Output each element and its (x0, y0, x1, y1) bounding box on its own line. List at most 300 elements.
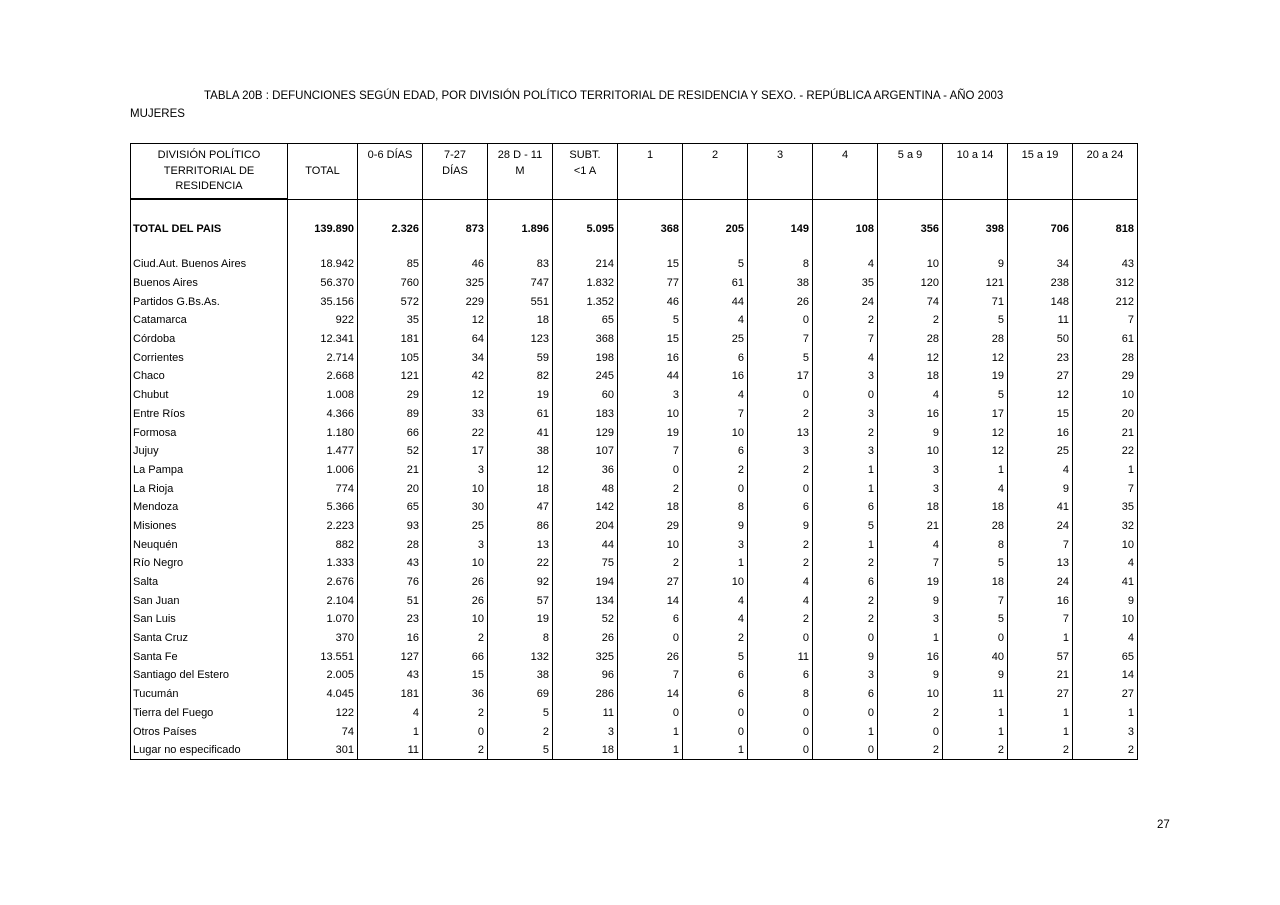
row-cell: 93 (358, 517, 423, 536)
row-cell: 64 (423, 330, 488, 349)
table-head (131, 144, 1138, 200)
defunciones-table (130, 143, 1138, 760)
row-cell: 2.668 (288, 367, 358, 386)
row-cell: 4 (1073, 554, 1138, 573)
row-cell: 52 (358, 442, 423, 461)
row-cell: 16 (618, 348, 683, 367)
row-cell: 57 (1008, 647, 1073, 666)
row-cell: 5 (943, 610, 1008, 629)
row-cell: 2 (748, 405, 813, 424)
table-row (131, 274, 1138, 293)
row-cell: 238 (1008, 274, 1073, 293)
row-cell: 36 (553, 461, 618, 480)
row-cell: 18 (878, 498, 943, 517)
table-row (131, 367, 1138, 386)
row-cell: 41 (1008, 498, 1073, 517)
row-cell: 5 (618, 311, 683, 330)
header-col-12: 20 a 24 (1073, 144, 1138, 200)
row-cell: 6 (813, 685, 878, 704)
row-cell: 1 (683, 741, 748, 760)
row-cell: 29 (618, 517, 683, 536)
row-cell: 65 (358, 498, 423, 517)
row-cell: 0 (813, 741, 878, 760)
row-cell: 23 (358, 610, 423, 629)
row-cell: 368 (618, 219, 683, 238)
row-cell: 60 (553, 386, 618, 405)
row-cell: 18 (878, 367, 943, 386)
table-header-row (131, 144, 1138, 200)
row-cell: 76 (358, 573, 423, 592)
row-cell: 1 (618, 722, 683, 741)
row-cell: 882 (288, 535, 358, 554)
row-cell: 18.942 (288, 255, 358, 274)
row-cell: 12 (878, 348, 943, 367)
row-label: Tucumán (131, 685, 288, 704)
table-row (131, 647, 1138, 666)
spacer-cell (553, 238, 618, 255)
row-cell: 12 (943, 423, 1008, 442)
row-cell: 4.366 (288, 405, 358, 424)
spacer-cell (943, 199, 1008, 219)
row-cell: 922 (288, 311, 358, 330)
spacer-cell (288, 199, 358, 219)
row-cell: 398 (943, 219, 1008, 238)
row-cell: 11 (943, 685, 1008, 704)
spacer-cell (813, 238, 878, 255)
row-cell: 74 (878, 292, 943, 311)
row-cell: 20 (1073, 405, 1138, 424)
header-col-10: 10 a 14 (943, 144, 1008, 200)
row-cell: 16 (358, 629, 423, 648)
row-cell: 0 (748, 386, 813, 405)
row-cell: 3 (813, 405, 878, 424)
row-cell: 44 (683, 292, 748, 311)
row-cell: 56.370 (288, 274, 358, 293)
row-cell: 4 (748, 591, 813, 610)
row-cell: 1 (1008, 722, 1073, 741)
row-cell: 286 (553, 685, 618, 704)
row-cell: 7 (878, 554, 943, 573)
row-cell: 4 (878, 386, 943, 405)
row-cell: 127 (358, 647, 423, 666)
row-cell: 83 (488, 255, 553, 274)
row-label: San Juan (131, 591, 288, 610)
row-cell: 10 (618, 405, 683, 424)
table-row (131, 386, 1138, 405)
row-cell: 10 (1073, 610, 1138, 629)
row-cell: 6 (748, 498, 813, 517)
row-cell: 38 (488, 442, 553, 461)
row-cell: 139.890 (288, 219, 358, 238)
header-col-0: TOTAL (288, 144, 358, 200)
row-cell: 26 (618, 647, 683, 666)
row-cell: 747 (488, 274, 553, 293)
row-cell: 3 (423, 535, 488, 554)
row-cell: 3 (423, 461, 488, 480)
row-cell: 2 (748, 610, 813, 629)
row-cell: 11 (748, 647, 813, 666)
table-row (131, 330, 1138, 349)
row-cell: 0 (683, 722, 748, 741)
row-cell: 2.326 (358, 219, 423, 238)
row-cell: 13 (748, 423, 813, 442)
row-cell: 6 (813, 498, 878, 517)
row-label: Formosa (131, 423, 288, 442)
row-cell: 1 (618, 741, 683, 760)
table-body (131, 199, 1138, 760)
row-label: Salta (131, 573, 288, 592)
row-cell: 8 (943, 535, 1008, 554)
row-cell: 1.070 (288, 610, 358, 629)
row-cell: 214 (553, 255, 618, 274)
row-cell: 1 (878, 629, 943, 648)
row-cell: 7 (1073, 311, 1138, 330)
row-cell: 6 (683, 666, 748, 685)
row-cell: 2 (488, 722, 553, 741)
row-cell: 9 (1073, 591, 1138, 610)
row-cell: 10 (423, 554, 488, 573)
row-cell: 2 (748, 554, 813, 573)
row-cell: 7 (618, 442, 683, 461)
row-label: Córdoba (131, 330, 288, 349)
row-cell: 0 (748, 311, 813, 330)
row-cell: 46 (618, 292, 683, 311)
row-cell: 356 (878, 219, 943, 238)
row-cell: 2 (813, 610, 878, 629)
row-cell: 33 (423, 405, 488, 424)
row-label: Jujuy (131, 442, 288, 461)
header-division-politico: DIVISIÓN POLÍTICO TERRITORIAL DE RESIDENCIA (131, 144, 288, 200)
row-cell: 14 (618, 591, 683, 610)
row-label: TOTAL DEL PAIS (131, 219, 288, 238)
row-cell: 760 (358, 274, 423, 293)
row-cell: 51 (358, 591, 423, 610)
row-cell: 5 (488, 704, 553, 723)
row-cell: 3 (748, 442, 813, 461)
row-cell: 27 (1008, 685, 1073, 704)
row-cell: 29 (1073, 367, 1138, 386)
row-cell: 34 (423, 348, 488, 367)
row-cell: 21 (358, 461, 423, 480)
row-cell: 9 (878, 591, 943, 610)
row-cell: 2 (618, 479, 683, 498)
row-label: Lugar no especificado (131, 741, 288, 760)
row-cell: 19 (943, 367, 1008, 386)
row-cell: 18 (618, 498, 683, 517)
row-cell: 21 (878, 517, 943, 536)
table-row (131, 535, 1138, 554)
row-cell: 19 (878, 573, 943, 592)
page-title: TABLA 20B : DEFUNCIONES SEGÚN EDAD, POR DIVISIÓN POLÍTICO TERRITORIAL DE RESIDENCIA Y SEXO. - REPÚBLICA ARGENTINA - AÑO 2003 (204, 90, 1004, 102)
row-cell: 44 (618, 367, 683, 386)
row-cell: 129 (553, 423, 618, 442)
row-cell: 2.104 (288, 591, 358, 610)
row-cell: 4 (878, 535, 943, 554)
row-cell: 24 (1008, 517, 1073, 536)
header-col-9: 5 a 9 (878, 144, 943, 200)
row-label: Catamarca (131, 311, 288, 330)
header-col-6: 2 (683, 144, 748, 200)
row-cell: 1 (943, 722, 1008, 741)
row-cell: 66 (358, 423, 423, 442)
row-cell: 34 (1008, 255, 1073, 274)
row-cell: 120 (878, 274, 943, 293)
spacer-cell (131, 199, 288, 219)
header-col-3: 28 D - 11 M (488, 144, 553, 200)
row-cell: 77 (618, 274, 683, 293)
spacer-cell (1073, 238, 1138, 255)
row-cell: 19 (488, 386, 553, 405)
row-cell: 204 (553, 517, 618, 536)
spacer-cell (358, 238, 423, 255)
row-cell: 17 (943, 405, 1008, 424)
row-cell: 0 (813, 386, 878, 405)
row-cell: 245 (553, 367, 618, 386)
row-cell: 7 (683, 405, 748, 424)
row-cell: 4 (943, 479, 1008, 498)
row-cell: 25 (1008, 442, 1073, 461)
row-cell: 4 (813, 348, 878, 367)
row-cell: 0 (618, 704, 683, 723)
row-cell: 3 (618, 386, 683, 405)
row-cell: 3 (683, 535, 748, 554)
row-cell: 13.551 (288, 647, 358, 666)
header-col-2: 7-27 DÍAS (423, 144, 488, 200)
row-cell: 32 (1073, 517, 1138, 536)
header-col-7: 3 (748, 144, 813, 200)
row-cell: 74 (288, 722, 358, 741)
row-cell: 26 (423, 573, 488, 592)
row-cell: 5 (748, 348, 813, 367)
row-label: Corrientes (131, 348, 288, 367)
row-cell: 212 (1073, 292, 1138, 311)
row-cell: 1.477 (288, 442, 358, 461)
row-cell: 96 (553, 666, 618, 685)
row-cell: 41 (1073, 573, 1138, 592)
row-cell: 2 (423, 741, 488, 760)
spacer-cell (358, 199, 423, 219)
row-cell: 35 (358, 311, 423, 330)
row-cell: 35 (813, 274, 878, 293)
row-cell: 6 (618, 610, 683, 629)
row-cell: 28 (878, 330, 943, 349)
row-cell: 2 (878, 704, 943, 723)
row-cell: 0 (878, 722, 943, 741)
row-cell: 370 (288, 629, 358, 648)
row-cell: 108 (813, 219, 878, 238)
header-col-1: 0-6 DÍAS (358, 144, 423, 200)
row-cell: 15 (1008, 405, 1073, 424)
spacer-cell (618, 238, 683, 255)
row-label: Chubut (131, 386, 288, 405)
row-cell: 6 (683, 348, 748, 367)
row-cell: 5 (813, 517, 878, 536)
row-cell: 1.008 (288, 386, 358, 405)
row-cell: 1 (358, 722, 423, 741)
row-cell: 0 (618, 629, 683, 648)
row-cell: 69 (488, 685, 553, 704)
row-cell: 57 (488, 591, 553, 610)
row-cell: 706 (1008, 219, 1073, 238)
row-cell: 7 (1073, 479, 1138, 498)
row-cell: 1.832 (553, 274, 618, 293)
row-cell: 22 (1073, 442, 1138, 461)
spacer-cell (288, 238, 358, 255)
row-cell: 2.676 (288, 573, 358, 592)
spacer-cell (683, 199, 748, 219)
row-cell: 2.714 (288, 348, 358, 367)
row-cell: 21 (1073, 423, 1138, 442)
row-cell: 22 (423, 423, 488, 442)
row-cell: 85 (358, 255, 423, 274)
total-row (131, 219, 1138, 238)
row-cell: 122 (288, 704, 358, 723)
row-cell: 43 (1073, 255, 1138, 274)
spacer-cell (1008, 199, 1073, 219)
row-cell: 5 (943, 554, 1008, 573)
spacer-cell (131, 238, 288, 255)
spacer-cell (1073, 199, 1138, 219)
row-cell: 0 (683, 704, 748, 723)
row-cell: 4 (1008, 461, 1073, 480)
row-cell: 28 (943, 517, 1008, 536)
row-cell: 4 (748, 573, 813, 592)
row-cell: 10 (1073, 535, 1138, 554)
row-cell: 10 (683, 423, 748, 442)
row-cell: 194 (553, 573, 618, 592)
row-cell: 3 (878, 610, 943, 629)
row-cell: 4.045 (288, 685, 358, 704)
row-cell: 41 (488, 423, 553, 442)
table-row (131, 348, 1138, 367)
table-row (131, 405, 1138, 424)
row-cell: 28 (358, 535, 423, 554)
page-subtitle: MUJERES (130, 108, 185, 120)
spacer-row (131, 238, 1138, 255)
row-cell: 25 (683, 330, 748, 349)
row-cell: 8 (748, 255, 813, 274)
header-col-11: 15 a 19 (1008, 144, 1073, 200)
row-cell: 1 (813, 535, 878, 554)
row-cell: 3 (813, 367, 878, 386)
row-cell: 2 (813, 554, 878, 573)
row-cell: 15 (618, 255, 683, 274)
table-row (131, 311, 1138, 330)
row-label: Partidos G.Bs.As. (131, 292, 288, 311)
row-cell: 26 (553, 629, 618, 648)
row-cell: 301 (288, 741, 358, 760)
row-cell: 551 (488, 292, 553, 311)
row-cell: 47 (488, 498, 553, 517)
row-cell: 1 (1008, 704, 1073, 723)
row-cell: 35.156 (288, 292, 358, 311)
table-row (131, 461, 1138, 480)
row-cell: 3 (878, 479, 943, 498)
row-cell: 6 (813, 573, 878, 592)
table-row (131, 255, 1138, 274)
row-cell: 5.366 (288, 498, 358, 517)
row-cell: 8 (488, 629, 553, 648)
row-cell: 30 (423, 498, 488, 517)
row-cell: 325 (423, 274, 488, 293)
row-cell: 774 (288, 479, 358, 498)
row-cell: 13 (1008, 554, 1073, 573)
row-cell: 325 (553, 647, 618, 666)
spacer-cell (813, 199, 878, 219)
row-cell: 65 (1073, 647, 1138, 666)
table-row (131, 704, 1138, 723)
row-cell: 14 (1073, 666, 1138, 685)
row-cell: 89 (358, 405, 423, 424)
row-cell: 8 (683, 498, 748, 517)
row-cell: 12 (943, 442, 1008, 461)
row-cell: 29 (358, 386, 423, 405)
row-cell: 40 (943, 647, 1008, 666)
row-cell: 818 (1073, 219, 1138, 238)
row-cell: 50 (1008, 330, 1073, 349)
row-cell: 16 (878, 647, 943, 666)
row-cell: 2 (943, 741, 1008, 760)
row-cell: 9 (683, 517, 748, 536)
row-cell: 28 (1073, 348, 1138, 367)
row-cell: 1 (1073, 461, 1138, 480)
row-cell: 2.223 (288, 517, 358, 536)
row-cell: 0 (813, 704, 878, 723)
row-cell: 9 (878, 666, 943, 685)
spacer-cell (488, 238, 553, 255)
row-cell: 18 (488, 479, 553, 498)
row-cell: 2 (423, 629, 488, 648)
spacer-cell (748, 238, 813, 255)
spacer-cell (618, 199, 683, 219)
row-cell: 9 (878, 423, 943, 442)
row-cell: 6 (748, 666, 813, 685)
row-cell: 66 (423, 647, 488, 666)
table-row (131, 554, 1138, 573)
spacer-cell (748, 199, 813, 219)
table-row (131, 442, 1138, 461)
row-cell: 7 (1008, 610, 1073, 629)
table-row (131, 292, 1138, 311)
row-cell: 121 (358, 367, 423, 386)
row-cell: 8 (748, 685, 813, 704)
row-cell: 2 (683, 629, 748, 648)
row-label: Otros Países (131, 722, 288, 741)
row-cell: 11 (358, 741, 423, 760)
row-cell: 0 (618, 461, 683, 480)
row-cell: 6 (683, 442, 748, 461)
row-cell: 23 (1008, 348, 1073, 367)
row-cell: 0 (943, 629, 1008, 648)
row-cell: 198 (553, 348, 618, 367)
row-cell: 44 (553, 535, 618, 554)
row-label: Río Negro (131, 554, 288, 573)
row-cell: 148 (1008, 292, 1073, 311)
row-cell: 2 (683, 461, 748, 480)
row-cell: 65 (553, 311, 618, 330)
row-cell: 10 (878, 685, 943, 704)
table-row (131, 423, 1138, 442)
row-cell: 368 (553, 330, 618, 349)
row-cell: 14 (618, 685, 683, 704)
row-cell: 12 (1008, 386, 1073, 405)
row-cell: 134 (553, 591, 618, 610)
row-cell: 35 (1073, 498, 1138, 517)
row-cell: 12 (423, 311, 488, 330)
table-row (131, 629, 1138, 648)
row-cell: 16 (878, 405, 943, 424)
row-cell: 2 (748, 461, 813, 480)
